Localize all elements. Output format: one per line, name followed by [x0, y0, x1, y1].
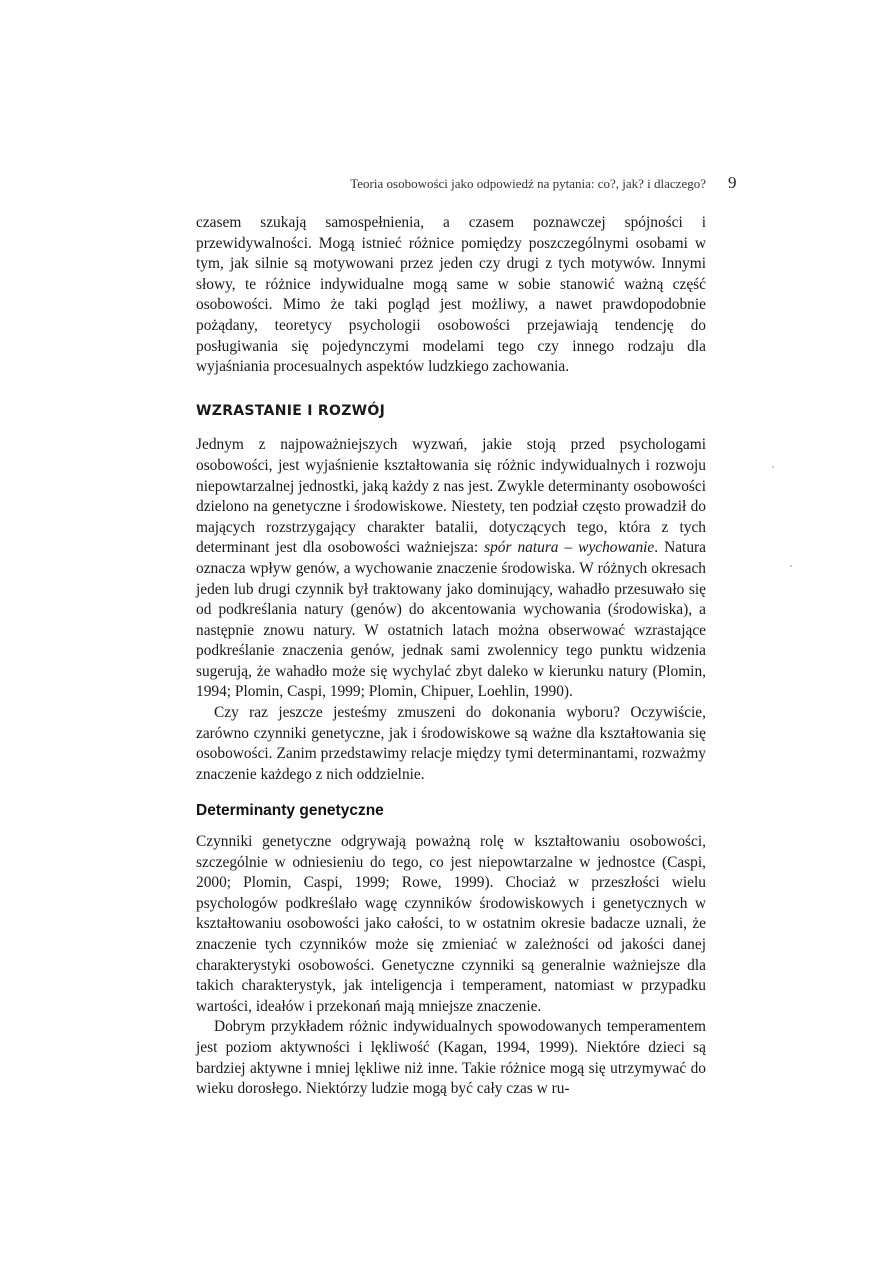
paragraph-2 [196, 435, 706, 703]
body-text [196, 213, 706, 1100]
paragraph-4: Czynniki genetyczne odgrywają poważną rolę w kształtowaniu osobowości, szczególnie w odniesieniu do tego, co jest niepowtarzalne w jednostce (Caspi, 2000; Plomin, Caspi, 1999; Rowe, 1999). Chociaż w przeszłości wielu psychologów podkreślało wagę czynników środowiskowych i genetycznych w kształtowaniu osobowości jako całości, to w ostatnim okresie badacze uznali, że znaczenie tych czynników może się zmieniać w zależności od jakości danej charakterystyki osobowości. Genetyczne czynniki są generalnie ważniejsze dla takich charakterystyk, jak inteligencja i temperament, natomiast w przypadku wartości, ideałów i przekonań mają mniejsze znaczenie. [196, 833, 706, 1015]
scan-speck [772, 466, 774, 468]
section-heading: WZRASTANIE I ROZWÓJ [196, 402, 386, 419]
scan-speck [790, 565, 792, 567]
paragraph-1: czasem szukają samospełnienia, a czasem poznawczej spójności i przewidywalności. Mogą istnieć różnice pomiędzy poszczególnymi osobami w tym, jak silnie są motywowani przez jeden czy drugi z tych motywów. Innymi słowy, te różnice indywidualne mogą same w sobie stanowić ważną część osobowości. Mimo że taki pogląd jest możliwy, a nawet prawdopodobnie pożądany, teoretycy psychologii osobowości przejawiają tendencję do posługiwania się pojedynczymi modelami tego czy innego rodzaju dla wyjaśniania procesualnych aspektów ludzkiego zachowania. [196, 214, 706, 376]
paragraph-2-start: Jednym z najpoważniejszych wyzwań, jakie stoją przed psychologami osobowości, jest wyjaśnienie kształtowania się różnic indywidualnych i rozwoju niepowtarzalnej jednostki, jaką każdy z nas jest. Zwykle determinanty osobowości dzielono na genetyczne i środowiskowe. Niestety, ten podział często prowadził do mających rozstrzygający charakter batalii, dotyczących tego, która z tych determinant jest dla osobowości ważniejsza: [196, 436, 706, 557]
paragraph-2-end: . Natura oznacza wpływ genów, a wychowanie znaczenie środowiska. W różnych okresach jeden lub drugi czynnik był traktowany jako dominujący, wahadło przesuwało się od podkreślania natury (genów) do akcentowania wychowania (środowiska), a następnie znowu natury. W ostatnich latach można obserwować wzrastające podkreślanie znaczenia genów, jednak sami zwolennicy tego punktu widzenia sugerują, że wahadło może się wychylać zbyt daleko w kierunku natury (Plomin, 1994; Plomin, Caspi, 1999; Plomin, Chipuer, Loehlin, 1990). [196, 539, 706, 701]
page-number: 9 [728, 173, 737, 192]
running-head: Teoria osobowości jako odpowiedź na pytania: co?, jak? i dlaczego? [350, 176, 706, 191]
paragraph-3: Czy raz jeszcze jesteśmy zmuszeni do dokonania wyboru? Oczywiście, zarówno czynniki genetyczne, jak i środowiskowe są ważne dla kształtowania się osobowości. Zanim przedstawimy relacje między tymi determinantami, rozważmy znaczenie każdego z nich oddzielnie. [196, 704, 706, 783]
subsection-heading: Determinanty genetyczne [196, 802, 384, 820]
paragraph-5: Dobrym przykładem różnic indywidualnych spowodowanych temperamentem jest poziom aktywności i lękliwość (Kagan, 1994, 1999). Niektóre dzieci są bardziej aktywne i mniej lękliwe niż inne. Takie różnice mogą się utrzymywać do wieku dorosłego. Niektórzy ludzie mogą być cały czas w ru- [196, 1018, 706, 1098]
paragraph-2-italic: spór natura – wychowanie [484, 539, 655, 557]
